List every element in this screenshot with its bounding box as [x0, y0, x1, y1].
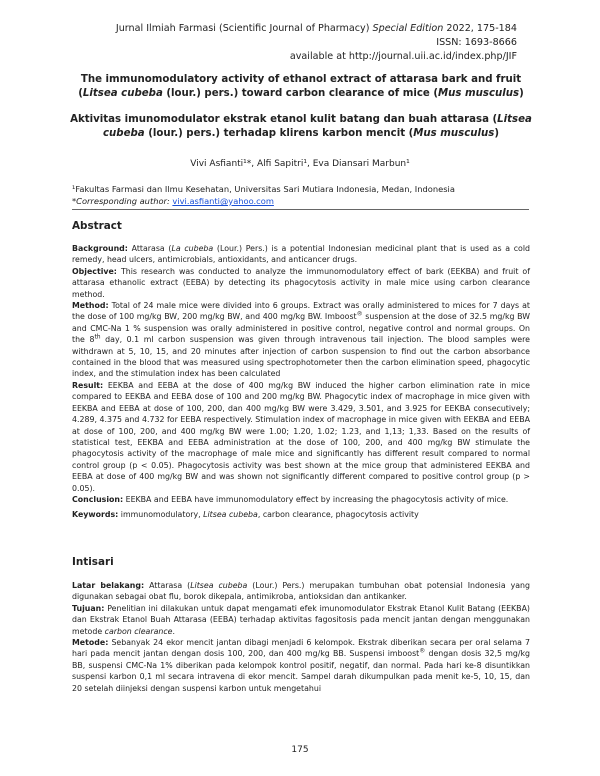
- title-en-latin1: Litsea cubeba: [82, 88, 163, 99]
- latar-label: Latar belakang:: [72, 581, 145, 590]
- conclusion-text: EEKBA and EEBA have immunomodulatory effect by increasing the phagocytosis activity of mice.: [123, 494, 509, 504]
- authors: Vivi Asfianti¹*, Alfi Sapitri¹, Eva Diansari Marbun¹: [190, 159, 410, 169]
- tujuan-text-b: .: [172, 626, 175, 636]
- result-label: Result:: [72, 380, 104, 390]
- intisari-metode: [72, 637, 530, 694]
- intisari-body: [72, 580, 530, 694]
- journal-name-prefix: Jurnal Ilmiah Farmasi (Scientific Journal of Pharmacy): [115, 23, 373, 34]
- affiliation: ¹Fakultas Farmasi dan Ilmu Kesehatan, Universitas Sari Mutiara Indonesia, Medan, Indonesia: [72, 184, 455, 194]
- method-label: Method:: [72, 301, 109, 311]
- method-reg: ®: [356, 310, 363, 318]
- title-en-latin2: Mus musculus: [438, 88, 520, 99]
- method-text-c: day, 0.1 ml carbon suspension was given through intravenous tail injection. The blood samples were withdrawn at 5, 10, 15, and 20 minutes after injection of carbon suspension to find out the carbon absorbance contained in the blood that was measured using spectrophotometer then the carbon elimination speed, phagocytic index, and the stimulation index has been calculated: [72, 335, 530, 379]
- intisari-latar: [72, 580, 530, 603]
- background-text-b: (Lour.) Pers.) is a potential Indonesian medicinal plant that is used as a cold remedy, head ulcers, antimicrobials, antioxidants, and anticancer drugs.: [72, 244, 530, 265]
- title-english: [62, 73, 540, 101]
- journal-header: [116, 22, 517, 36]
- conclusion-label: Conclusion:: [72, 494, 124, 504]
- keywords-text-a: immunomodulatory,: [118, 510, 204, 520]
- journal-name-suffix: 2022, 175-184: [443, 23, 517, 34]
- background-latin: La cubeba: [171, 244, 214, 253]
- background-label: Background:: [72, 244, 128, 253]
- title-id-latin1: Litsea cubeba: [103, 114, 532, 139]
- keywords-text-b: , carbon clearance, phagocytosis activity: [257, 510, 419, 520]
- special-edition: Special Edition: [372, 23, 444, 34]
- intisari-tujuan: [72, 603, 530, 637]
- title-en-part1: The immunomodulatory activity of ethanol extract of attarasa bark and fruit (: [78, 74, 522, 99]
- intisari-heading: Intisari: [72, 556, 114, 568]
- title-en-part2: (lour.) pers.) toward carbon clearance of mice (: [162, 88, 439, 99]
- latar-text-a: Attarasa (: [144, 581, 191, 590]
- metode-reg: ®: [419, 647, 426, 655]
- corresponding-email-link[interactable]: vivi.asfianti@yahoo.com: [172, 196, 274, 206]
- tujuan-italic: carbon clearance: [104, 626, 173, 636]
- latar-text-b: (Lour.) Pers.) merupakan tumbuhan obat potensial Indonesia yang digunakan sebagai obat flu, borok dikepala, antimikroba, antioksidan dan antikanker.: [72, 581, 530, 602]
- title-indonesian: [62, 113, 540, 141]
- objective-text: This research was conducted to analyze the immunomodulatory effect of bark (EEKBA) and fruit of attarasa ethanolic extract (EEBA) by detecting its phagocytosis activity in male mice using carbon clearance method.: [72, 266, 530, 299]
- metode-label: Metode:: [72, 638, 109, 648]
- journal-url[interactable]: available at http://journal.uii.ac.id/index.php/JIF: [289, 51, 517, 62]
- abstract-objective: [72, 266, 530, 300]
- divider: [72, 209, 529, 210]
- corresponding-author: [72, 195, 274, 207]
- metode-text-b: dengan dosis 32,5 mg/kg BB, suspensi CMC-Na 1% diberikan pada kelompok kontrol positif, negatif, dan normal. Pada hari ke-8 disuntikkan suspensi karbon 0,1 ml secara intravena di ekor mencit. Sampel darah dikumpulkan pada menit ke-5, 10, 15, dan 20 setelah diinjeksi dengan suspensi karbon untuk mengetahui: [72, 649, 531, 693]
- abstract-body: [72, 243, 530, 521]
- title-id-part3: ): [494, 128, 499, 139]
- page-number: 175: [291, 745, 309, 755]
- metode-text-a: Sebanyak 24 ekor mencit jantan dibagi menjadi 6 kelompok. Ekstrak diberikan secara per oral selama 7 hari pada mencit jantan dengan dosis 100, 200, dan 400 mg/kg BB. Suspensi imboost: [72, 638, 530, 659]
- title-en-part3: ): [519, 88, 524, 99]
- method-text-b: suspension at the dose of 32.5 mg/kg BW and CMC-Na 1 % suspension was orally administered in positive control, negative control and normal groups. On the 8: [72, 312, 531, 345]
- keywords-label: Keywords:: [72, 510, 119, 520]
- abstract-background: [72, 243, 530, 266]
- abstract-conclusion: [72, 494, 530, 505]
- tujuan-text-a: Penelitian ini dilakukan untuk dapat mengamati efek imunomodulator Ekstrak Etanol Kulit Batang (EEKBA) dan Ekstrak Etanol Buah Attarasa (EEBA) terhadap aktivitas fagositosis pada mencit jantan dengan menggunakan metode: [72, 603, 530, 636]
- abstract-heading: Abstract: [72, 220, 122, 232]
- latar-latin: Litsea cubeba: [190, 581, 248, 590]
- method-th: th: [94, 333, 101, 341]
- issn: ISSN: 1693-8666: [436, 37, 517, 48]
- title-id-part1: Aktivitas imunomodulator ekstrak etanol kulit batang dan buah attarasa (: [70, 114, 498, 125]
- result-text: EEKBA and EEBA at the dose of 400 mg/kg BW induced the higher carbon elimination rate in mice compared to EEKBA and EEBA dose of 100 and 200 mg/kg BW. Phagocytic index of macrophage in mice given with EEKBA and EEBA at dose of 100, 200, dan 400 mg/kg BW were 3.429, 3.501, and 3.925 for EEKBA consecutively; 4.289, 4.375 and 4.732 for EEBA respectively. Stimulation index of macrophage in mice given with EEKBA and EEBA at dose of 100, 200, and 400 mg/kg BW were 1.00; 1.20, 1.02; 1.23, and 1,13; 1,33. Based on the results of statistical test, EEKBA and EEBA administration at the dose of 100, 200, and 400 mg/kg BW stimulate the phagocytosis activity of the macrophage of male mice and significantly has different result compared to normal control group (p < 0.05). Phagocytosis activity was best shown at the mice group that administered EEKBA and EEBA at dose of 400 mg/kg BW and was shown not significantly different compared to positive control group (p > 0.05).: [72, 380, 530, 493]
- abstract-method: [72, 300, 530, 380]
- background-text-a: Attarasa (: [127, 244, 172, 253]
- tujuan-label: Tujuan:: [72, 603, 105, 613]
- abstract-keywords: [72, 509, 530, 520]
- title-id-part2: (lour.) pers.) terhadap klirens karbon mencit (: [144, 128, 414, 139]
- keywords-latin: Litsea cubeba: [203, 510, 258, 520]
- title-id-latin2: Mus musculus: [413, 128, 495, 139]
- method-text-a: Total of 24 male mice were divided into 6 groups. Extract was orally administered to mices for 7 days at the dose of 100 mg/kg BW, 200 mg/kg BW, and 400 mg/kg BW. Imboost: [72, 301, 530, 322]
- abstract-result: [72, 380, 530, 494]
- corresponding-label: *Corresponding author:: [72, 196, 173, 206]
- objective-label: Objective:: [72, 266, 117, 276]
